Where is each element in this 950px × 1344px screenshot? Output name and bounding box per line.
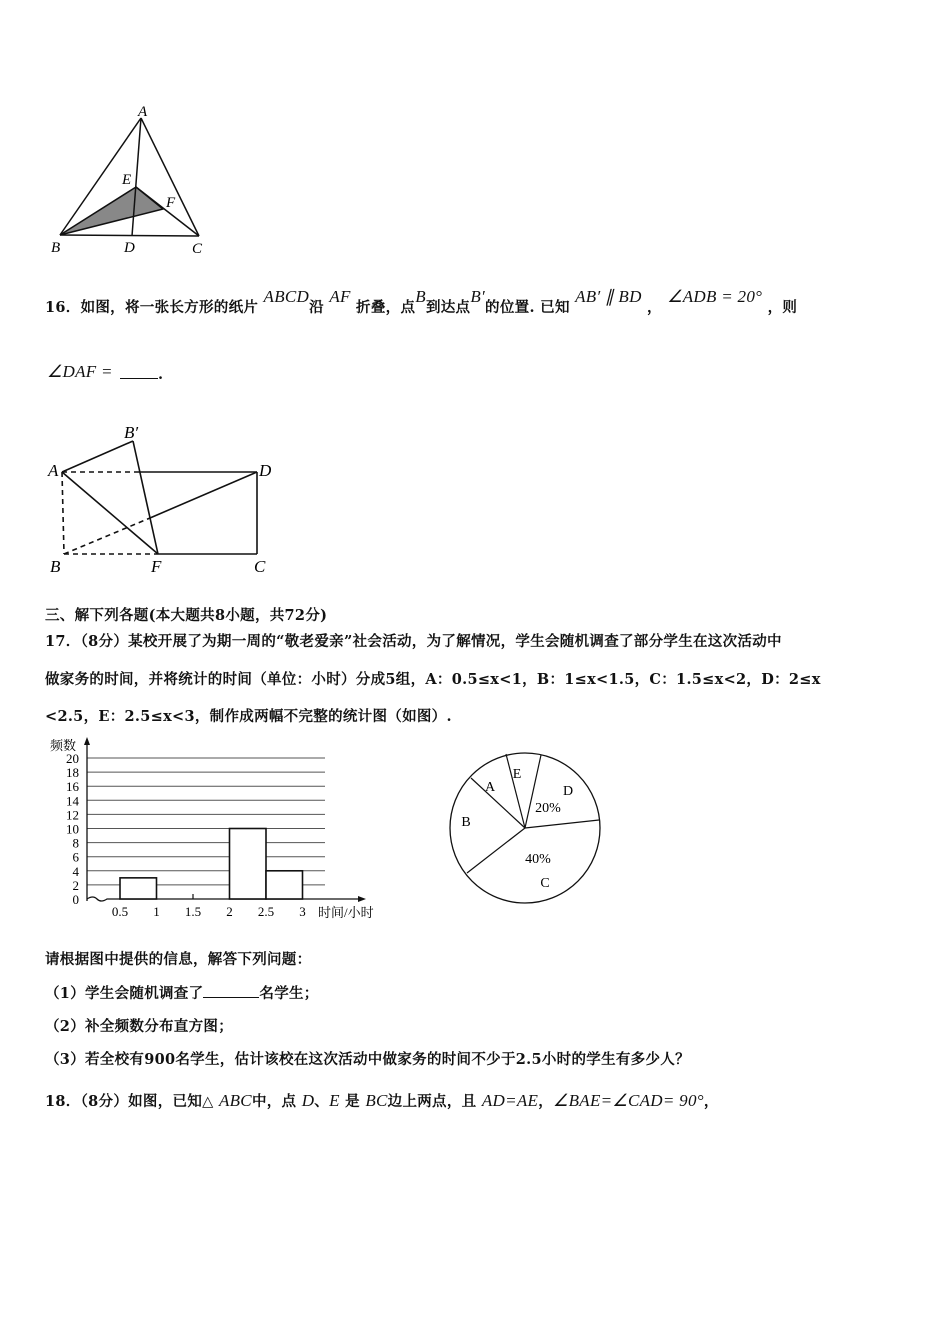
label-c: C (192, 241, 203, 257)
label-f: F (151, 557, 162, 576)
math: BC (365, 1091, 388, 1110)
text: . (158, 366, 164, 383)
q17-prompt: 请根据图中提供的信息，解答下列问题： (45, 951, 312, 968)
q17-sub1 (45, 982, 319, 1003)
label-d: D (124, 240, 135, 256)
label-b-prime: B′ (124, 423, 139, 442)
x-axis-label: 时间/小时 (318, 905, 374, 920)
text: 中，点 (251, 1093, 297, 1110)
rectangle-fold-figure (62, 441, 257, 554)
y-tick-label: 10 (66, 821, 79, 837)
text: 边上两点，且 (387, 1093, 477, 1110)
text: ，则 (767, 299, 798, 316)
histogram (50, 737, 374, 920)
math: ABC (218, 1091, 252, 1110)
text: 到达点 (425, 299, 471, 316)
y-axis-label: 频数 (50, 738, 77, 753)
pie-slice-label: E (512, 767, 522, 782)
label-a: A (138, 104, 148, 120)
question-number: 16． (45, 299, 81, 316)
text: 折叠，点 (356, 299, 416, 316)
math: B (415, 287, 426, 306)
x-tick-label: 0.5 (111, 904, 129, 919)
text: （1）学生会随机调查了 (45, 985, 204, 1002)
q17-line3: <2.5，E：2.5≤x<3，制作成两幅不完整的统计图（如图）. (45, 708, 452, 725)
y-tick-label: 14 (66, 793, 79, 809)
math: ∠BAE=∠CAD= 90° (553, 1091, 704, 1110)
pie-slice-label: D (562, 784, 574, 799)
text: 、 (314, 1093, 330, 1110)
text: 如图，将一张长方形的纸片 (80, 299, 259, 316)
text: ， (703, 1093, 719, 1110)
label-b: B (51, 240, 61, 256)
histogram-bar (230, 829, 267, 900)
x-axis-arrow (358, 896, 366, 902)
x-tick-label: 3 (299, 904, 306, 919)
histogram-bar (266, 871, 303, 899)
histogram-bar (120, 878, 157, 899)
label-b: B (50, 557, 61, 576)
text: 的位置. 已知 (485, 299, 570, 316)
y-tick-label: 18 (66, 765, 79, 781)
q17-sub2: （2）补全频数分布直方图； (45, 1018, 233, 1035)
text: 18．（8分）如图，已知△ (45, 1093, 214, 1110)
x-tick-label: 1 (153, 904, 160, 919)
blank-line (120, 364, 158, 379)
x-tick-label: 2 (226, 904, 233, 919)
text: 是 (345, 1093, 360, 1110)
math: AB′ ∥ BD (575, 287, 642, 306)
pie-slice-label: C (540, 876, 550, 891)
text: 名学生； (259, 985, 319, 1002)
blank-line (203, 985, 259, 998)
shaded-triangle-bef (60, 187, 163, 235)
answer-blank (120, 364, 163, 383)
label-f: F (166, 195, 176, 211)
label-a: A (48, 461, 59, 480)
math: B′ (470, 287, 486, 306)
pie-slice-label: A (484, 780, 496, 795)
math: AD=AE (481, 1091, 539, 1110)
q17-sub3: （3）若全校有900名学生，估计该校在这次活动中做家务的时间不少于2.5小时的学生有多少人？ (45, 1051, 690, 1068)
y-tick-label: 6 (72, 849, 79, 865)
y-tick-label: 20 (66, 751, 79, 766)
math: ∠ADB = 20° (667, 287, 763, 306)
question-16-answer (47, 362, 113, 382)
math: ∠DAF = (47, 362, 113, 381)
math: AF (329, 287, 351, 306)
y-tick-label: 16 (66, 779, 79, 795)
q17-line2: 做家务的时间，并将统计的时间（单位：小时）分成5组，A：0.5≤x<1，B：1≤x<1.5，C：1.5≤x<2，D：2≤x (45, 671, 821, 688)
y-tick-label: 0 (72, 892, 79, 907)
text: 沿 (309, 299, 324, 316)
math: E (329, 1091, 340, 1110)
math: D (301, 1091, 315, 1110)
x-tick-label: 1.5 (184, 904, 202, 919)
y-axis-arrow (84, 737, 90, 745)
q17-line1: 17．（8分）某校开展了为期一周的“敬老爱亲”社会活动，为了解情况，学生会随机调查了部分学生在这次活动中 (45, 633, 782, 650)
y-tick-label: 8 (72, 835, 79, 851)
x-tick-label: 2.5 (257, 904, 275, 919)
text: ， (538, 1093, 554, 1110)
pie-slice-label: B (461, 815, 471, 830)
math: ABCD (263, 287, 310, 306)
pie-percent-label: 20% (535, 801, 561, 816)
label-c: C (254, 557, 266, 576)
section-title: 三、解下列各题(本大题共8小题，共72分) (45, 607, 328, 624)
label-d: D (259, 461, 272, 480)
question-16 (45, 287, 798, 317)
y-tick-label: 4 (72, 863, 79, 879)
y-tick-label: 12 (66, 807, 79, 823)
question-18 (45, 1090, 719, 1111)
text: ， (647, 299, 662, 316)
pie-percent-label: 40% (525, 852, 551, 867)
label-e: E (122, 172, 132, 188)
pie-chart (450, 753, 600, 903)
y-tick-label: 2 (72, 877, 79, 893)
